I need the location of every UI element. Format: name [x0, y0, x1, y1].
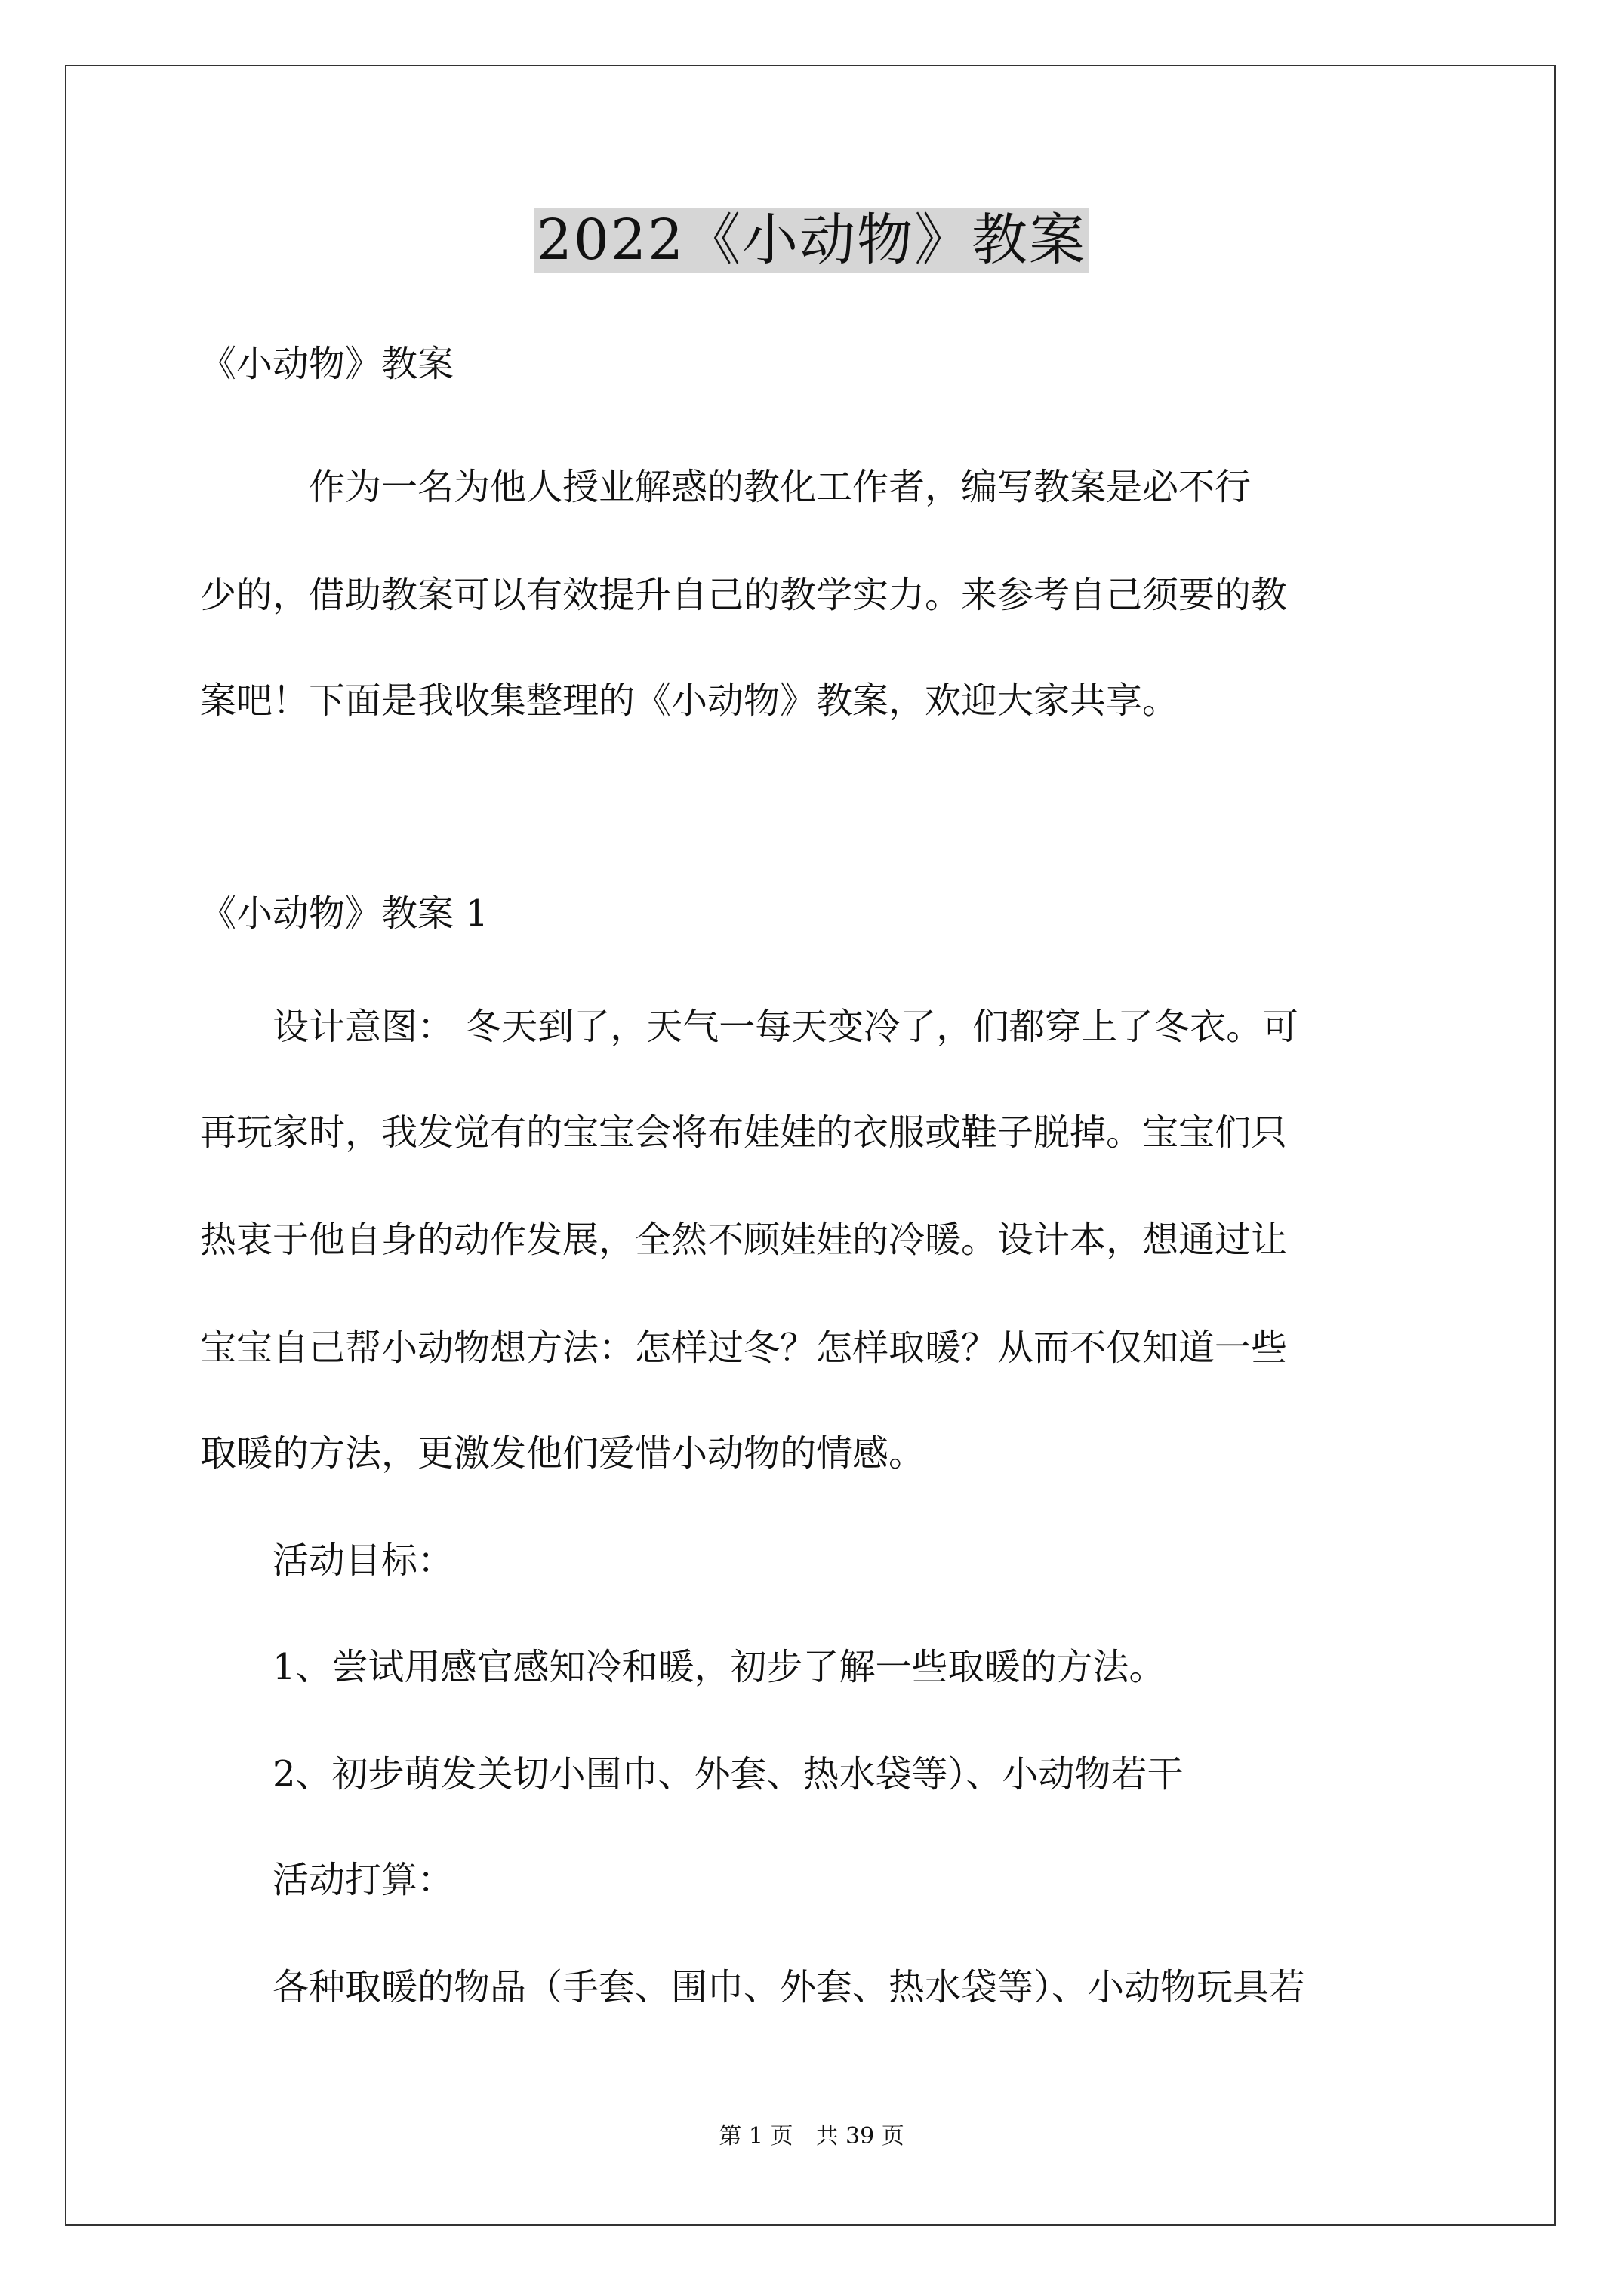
- subtitle: 《小动物》教案: [200, 343, 454, 385]
- paragraph-line: 各种取暖的物品（手套、围巾、外套、热水袋等）、小动物玩具若: [200, 1966, 1306, 2008]
- paragraph-line: 热衷于他自身的动作发展，全然不顾娃娃的冷暖。设计本，想通过让: [200, 1219, 1288, 1261]
- paragraph-line: 案吧！下面是我收集整理的《小动物》教案，欢迎大家共享。: [200, 680, 1179, 722]
- section-heading: 《小动物》教案 1: [200, 892, 488, 935]
- paragraph-line: 1、尝试用感官感知冷和暖，初步了解一些取暖的方法。: [200, 1646, 1166, 1688]
- document-title: 2022《小动物》教案: [0, 202, 1623, 278]
- page-footer: 第 1 页 共 39 页: [719, 2123, 904, 2150]
- paragraph-line: 设计意图： 冬天到了，天气一每天变冷了，们都穿上了冬衣。可: [200, 1006, 1299, 1048]
- paragraph-line: 宝宝自己帮小动物想方法：怎样过冬？怎样取暖？从而不仅知道一些: [200, 1327, 1288, 1369]
- paragraph-line: 活动打算：: [200, 1859, 454, 1901]
- paragraph-line: 2、初步萌发关切小围巾、外套、热水袋等）、小动物若干: [200, 1753, 1184, 1795]
- paragraph-line: 取暖的方法，更激发他们爱惜小动物的情感。: [200, 1432, 925, 1475]
- paragraph-line: 再玩家时，我发觉有的宝宝会将布娃娃的衣服或鞋子脱掉。宝宝们只: [200, 1111, 1288, 1154]
- paragraph-line: 少的，借助教案可以有效提升自己的教学实力。来参考自己须要的教: [200, 574, 1288, 616]
- paragraph-line: 活动目标：: [200, 1539, 454, 1582]
- paragraph-line: 作为一名为他人授业解惑的教化工作者，编写教案是必不行: [200, 466, 1252, 508]
